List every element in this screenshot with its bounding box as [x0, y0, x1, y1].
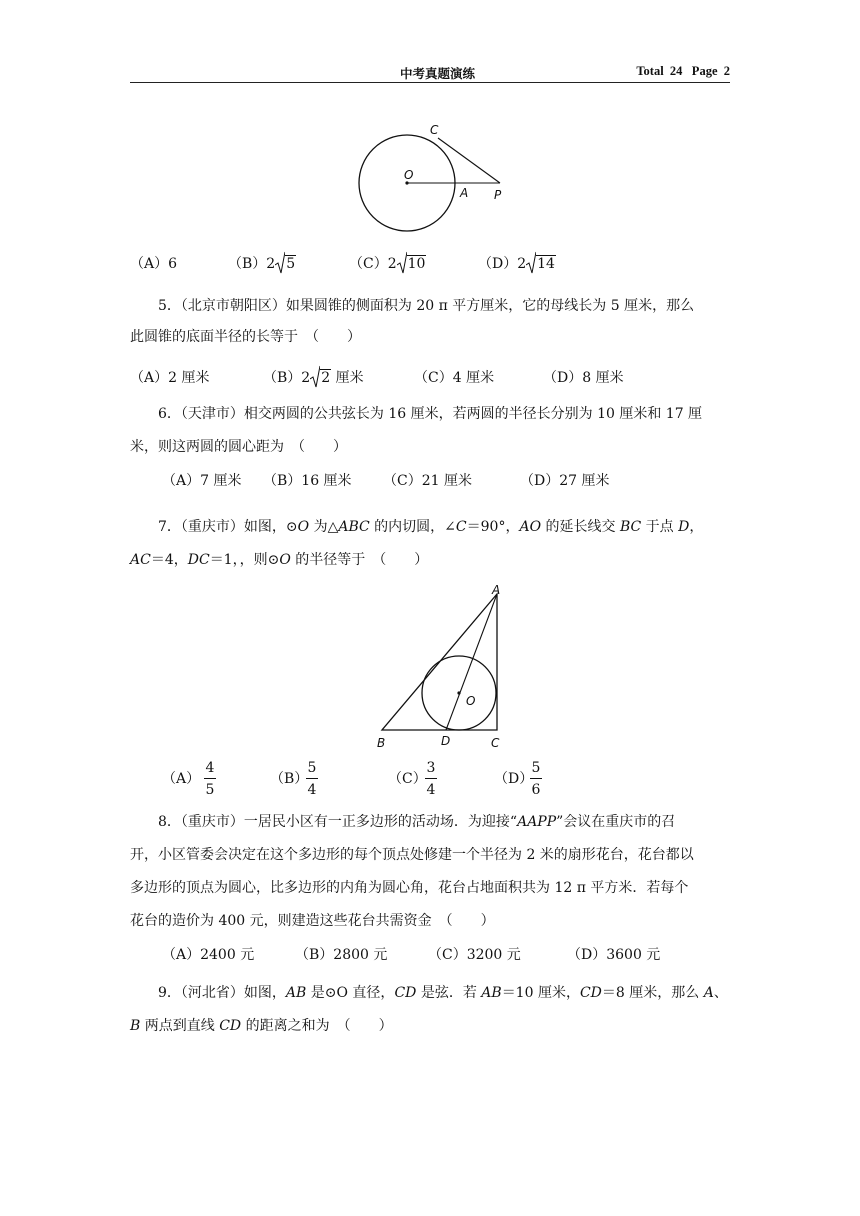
- q9-var: B: [130, 1018, 141, 1034]
- q9-text: 两点到直线: [140, 1018, 220, 1034]
- q4-option-d-radicand: 14: [537, 256, 555, 272]
- q7-var: DC: [187, 552, 210, 568]
- q7-var: D: [678, 519, 690, 535]
- q5-option-b-prefix: （B）2: [263, 370, 311, 386]
- label-o: O: [404, 168, 414, 182]
- q4-option-c: [349, 254, 426, 274]
- header-title: 中考真题演练: [400, 66, 476, 81]
- q7-line-1: [158, 517, 703, 537]
- label-a: A: [460, 186, 469, 200]
- q8-var: AAPP: [517, 814, 557, 830]
- q7-text: 于点: [641, 519, 679, 535]
- q6-line-2: 米，则这两圆的圆心距为 （ ）: [130, 439, 347, 455]
- q7-var: BC: [619, 519, 642, 535]
- q5-line-2: 此圆锥的底面半径的长等于 （ ）: [130, 329, 361, 345]
- q4-option-b-prefix: （B）2: [228, 256, 276, 272]
- label-c: C: [430, 123, 439, 137]
- q9-var: CD: [219, 1018, 242, 1034]
- q9-var: A: [703, 985, 714, 1001]
- q8-line-3: 多边形的顶点为圆心，比多边形的内角为圆心角，花台占地面积共为 12 π 平方米．若每个: [130, 880, 689, 896]
- q7-option-c: （C）: [388, 771, 427, 787]
- fraction-denominator: 4: [307, 782, 317, 798]
- q4-option-c-radicand: 10: [407, 256, 426, 272]
- q6-line-1: 6．（天津市）相交两圆的公共弦长为 16 厘米，若两圆的半径长分别为 10 厘米和 17 厘: [158, 406, 703, 422]
- q9-text: 9．（河北省）如图，: [158, 985, 286, 1001]
- label-d: D: [441, 734, 451, 748]
- triangle-incircle-figure: [370, 582, 520, 754]
- q7-option-d-fraction: [529, 758, 543, 799]
- q7-option-d: （D）: [494, 771, 534, 787]
- fraction-numerator: 5: [531, 760, 541, 776]
- q5-option-d: （D）8 厘米: [543, 370, 624, 386]
- sqrt-symbol: [275, 254, 296, 274]
- fraction-denominator: 5: [205, 782, 215, 798]
- q7-var: O: [297, 519, 310, 535]
- q4-option-d-prefix: （D）2: [478, 256, 527, 272]
- q8-line-4: 花台的造价为 400 元，则建造这些花台共需资金 （ ）: [130, 913, 495, 929]
- q4-option-a: （A）6: [130, 256, 178, 272]
- sqrt-symbol: [397, 254, 427, 274]
- q7-option-a-fraction: [203, 758, 217, 799]
- q8-text: ”会议在重庆市的召: [556, 814, 676, 830]
- q9-line-2: [130, 1016, 393, 1036]
- q8-option-c: （C）3200 元: [428, 947, 521, 963]
- q9-text: ＝8 厘米，那么: [601, 985, 704, 1001]
- label-c: C: [491, 736, 500, 750]
- q7-var: ABC: [338, 519, 370, 535]
- q7-var: AC: [130, 552, 151, 568]
- sqrt-symbol: [526, 254, 556, 274]
- tangent-cp: [438, 138, 500, 183]
- header-page-info: Total 24 Page 2: [636, 64, 730, 78]
- q6-option-d: （D）27 厘米: [520, 473, 610, 489]
- fraction-numerator: 3: [426, 760, 436, 776]
- page-header: [130, 60, 730, 83]
- q7-text: 的延长线交: [541, 519, 620, 535]
- q6-option-a: （A）7 厘米: [162, 473, 242, 489]
- q9-text: 、: [713, 985, 728, 1001]
- q7-option-a: （A）: [162, 771, 201, 787]
- fraction-numerator: 5: [307, 760, 317, 776]
- q7-option-b: （B）: [270, 771, 309, 787]
- q9-line-1: [158, 983, 728, 1003]
- q7-text: 的内切圆，∠: [369, 519, 456, 535]
- q9-var: AB: [481, 985, 502, 1001]
- fraction-numerator: 4: [205, 760, 215, 776]
- q5-option-b-suffix: 厘米: [331, 370, 364, 386]
- q7-text: 7．（重庆市）如图，⊙: [158, 519, 298, 535]
- q7-text: 的半径等于 （ ）: [290, 552, 429, 568]
- q8-text: 8．（重庆市）一居民小区有一正多边形的活动场．为迎接“: [158, 814, 518, 830]
- q7-option-b-fraction: [305, 758, 319, 799]
- q9-var: CD: [394, 985, 417, 1001]
- q5-option-c: （C）4 厘米: [414, 370, 495, 386]
- q9-text: 是弦．若: [416, 985, 482, 1001]
- q9-var: AB: [285, 985, 307, 1001]
- q9-text: 是⊙O 直径，: [306, 985, 395, 1001]
- q7-var: C: [455, 519, 467, 535]
- q4-option-c-prefix: （C）2: [349, 256, 397, 272]
- center-dot-o: [457, 691, 460, 694]
- sqrt-symbol: [310, 368, 331, 388]
- q7-text: ＝90°，: [466, 519, 520, 535]
- q4-option-b: [228, 254, 296, 274]
- segment-ad: [446, 594, 497, 730]
- label-a: A: [492, 583, 501, 597]
- q5-option-b: [263, 368, 364, 388]
- q4-option-d: [478, 254, 556, 274]
- q8-option-d: （D）3600 元: [567, 947, 661, 963]
- q5-line-1: 5．（北京市朝阳区）如果圆锥的侧面积为 20 π 平方厘米，它的母线长为 5 厘米，那么: [158, 298, 695, 314]
- q9-var: CD: [579, 985, 602, 1001]
- q9-text: 的距离之和为 （ ）: [241, 1018, 393, 1034]
- q8-option-b: （B）2800 元: [295, 947, 388, 963]
- q4-option-b-radicand: 5: [286, 256, 296, 272]
- q7-text: ＝4，: [150, 552, 188, 568]
- q5-option-a: （A）2 厘米: [130, 370, 210, 386]
- circle-tangent-figure: [350, 118, 520, 234]
- fraction-denominator: 6: [531, 782, 541, 798]
- q7-option-c-fraction: [424, 758, 438, 799]
- q8-line-1: [158, 812, 675, 832]
- q7-text: ＝1，，则⊙: [209, 552, 280, 568]
- q6-option-c: （C）21 厘米: [383, 473, 472, 489]
- fraction-denominator: 4: [426, 782, 436, 798]
- q6-option-b: （B）16 厘米: [263, 473, 352, 489]
- q5-option-b-radicand: 2: [321, 370, 331, 386]
- q9-text: ＝10 厘米，: [501, 985, 580, 1001]
- q7-var: AO: [519, 519, 542, 535]
- q7-text: ，: [689, 519, 704, 535]
- label-p: P: [494, 188, 502, 202]
- q7-var: O: [279, 552, 291, 568]
- label-b: B: [377, 736, 386, 750]
- q7-text: 为△: [309, 519, 339, 535]
- q8-option-a: （A）2400 元: [162, 947, 255, 963]
- q8-line-2: 开，小区管委会决定在这个多边形的每个顶点处修建一个半径为 2 米的扇形花台，花台都以: [130, 847, 694, 863]
- label-o: O: [466, 694, 476, 708]
- q7-line-2: [130, 550, 428, 570]
